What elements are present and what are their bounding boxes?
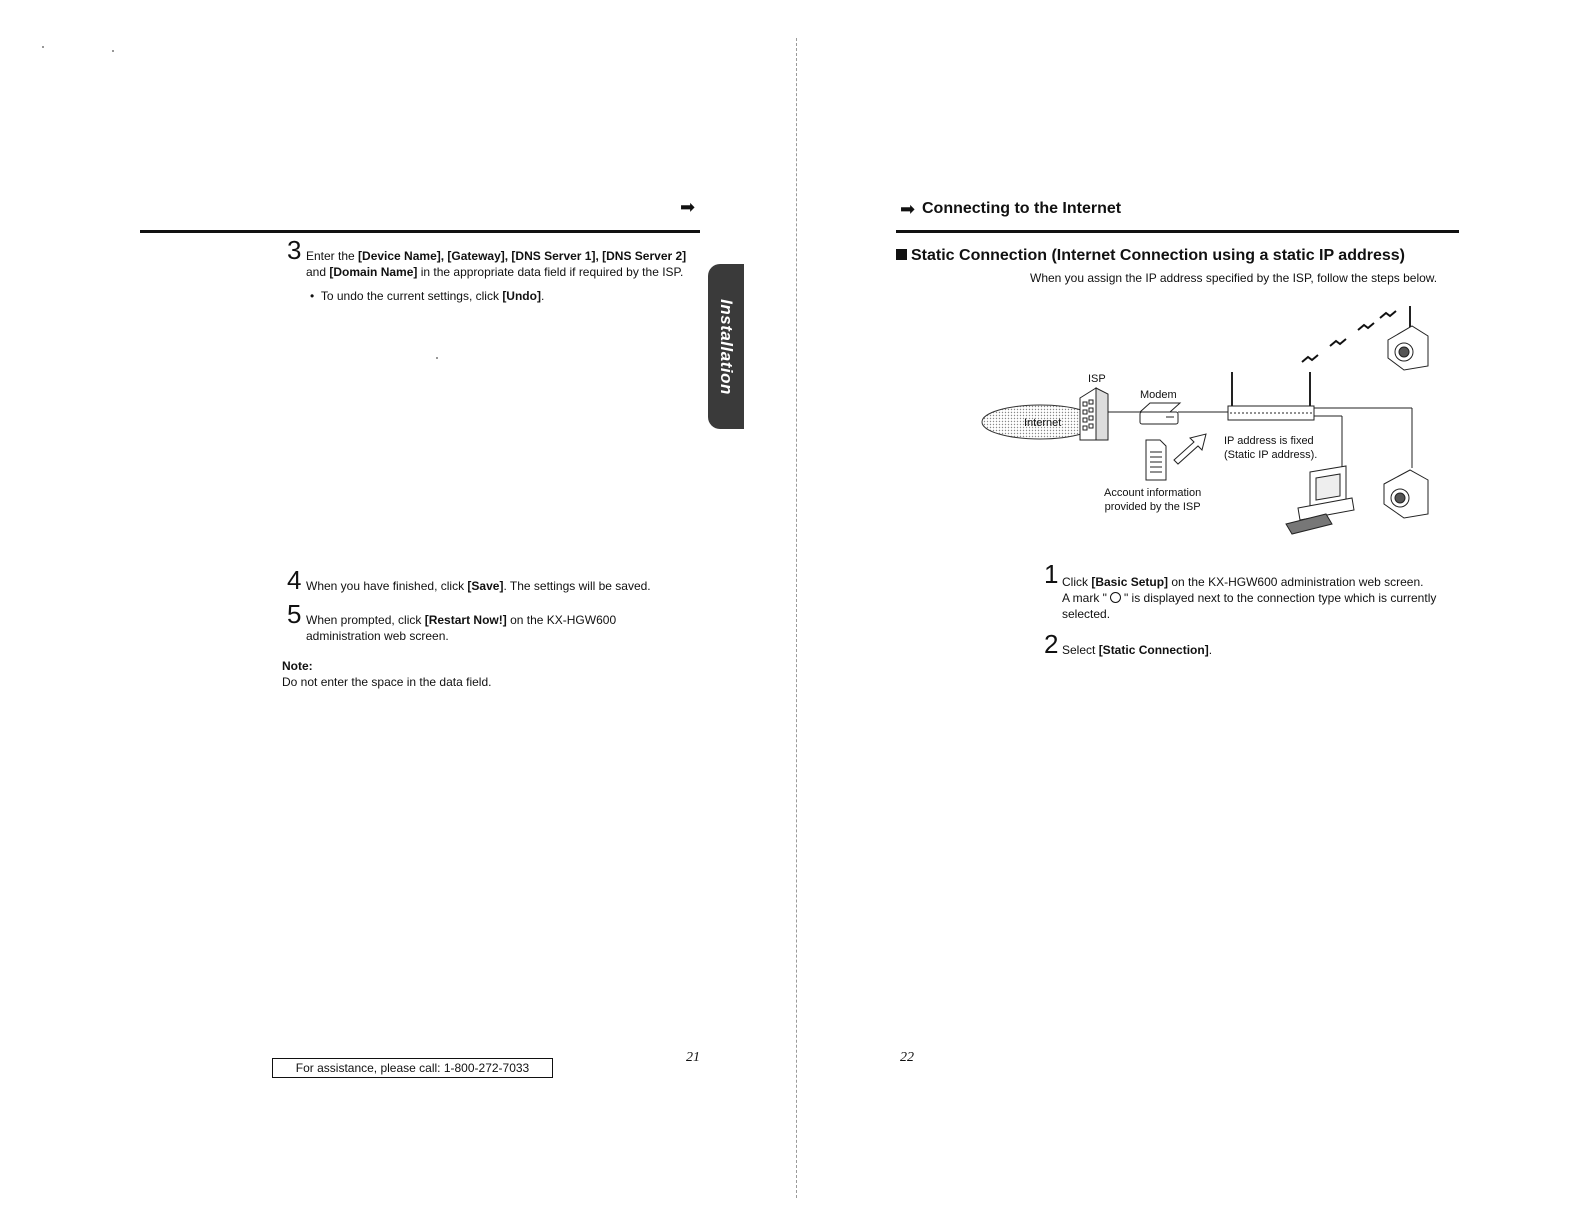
step-3-bullet: • To undo the current settings, click [Undo]. (310, 289, 545, 303)
step-5-text: When prompted, click [Restart Now!] on the KX-HGW600 administration web screen. (306, 613, 617, 643)
continue-arrow-icon: ➡ (680, 197, 696, 217)
network-camera-icon (1384, 470, 1428, 518)
internet-label: Internet (1024, 417, 1062, 429)
account-info-label: Account information provided by the ISP (1104, 487, 1202, 513)
step-1-text: Click [Basic Setup] on the KX-HGW600 administration web screen. A mark " " is displayed next to the connection type which is currently selected. (1062, 575, 1437, 621)
step-4-number: 4 (287, 565, 302, 595)
step-3-number: 3 (287, 235, 302, 265)
square-bullet-icon (896, 249, 907, 260)
page-number-right: 22 (900, 1050, 914, 1065)
step-4-text: When you have finished, click [Save]. The settings will be saved. (306, 579, 651, 593)
side-tab-label: Installation (717, 298, 736, 395)
note-title: Note: (282, 659, 313, 673)
modem-label: Modem (1140, 389, 1177, 401)
scan-speck (42, 46, 44, 48)
page-divider (796, 38, 797, 1198)
computer-icon (1286, 466, 1354, 534)
network-camera-icon (1388, 306, 1428, 370)
assistance-box: For assistance, please call: 1-800-272-7033 (272, 1058, 553, 1078)
ip-fixed-label: IP address is fixed (Static IP address). (1224, 435, 1318, 461)
section-title: Connecting to the Internet (922, 200, 1122, 217)
header-rule-left (140, 230, 700, 233)
step-3-text: Enter the [Device Name], [Gateway], [DNS Server 1], [DNS Server 2] and [Domain Name] in the appropriate data field if required by the ISP. (306, 249, 687, 279)
step-2-text: Select [Static Connection]. (1062, 643, 1213, 657)
page-number-left: 21 (686, 1050, 700, 1065)
step-5-number: 5 (287, 599, 302, 629)
installation-side-tab (708, 264, 744, 429)
header-rule-right (896, 230, 1459, 233)
scan-speck (112, 50, 114, 52)
step-1-number: 1 (1044, 559, 1059, 589)
scan-speck (436, 357, 438, 359)
router-icon (1228, 372, 1314, 420)
account-document-icon (1146, 440, 1166, 480)
step-2-number: 2 (1044, 629, 1059, 659)
modem-icon (1140, 403, 1180, 424)
note-text: Do not enter the space in the data field. (282, 675, 492, 689)
section-arrow-icon: ➡ (900, 199, 916, 219)
isp-building-icon (1080, 388, 1108, 440)
static-connection-heading: Static Connection (Internet Connection using a static IP address) (896, 247, 1405, 265)
wireless-signal-icon (1302, 311, 1396, 362)
circle-mark-icon (1110, 592, 1121, 603)
isp-label: ISP (1088, 373, 1106, 385)
intro-text: When you assign the IP address specified by the ISP, follow the steps below. (1030, 271, 1438, 285)
outline-arrow-icon (1174, 434, 1206, 464)
